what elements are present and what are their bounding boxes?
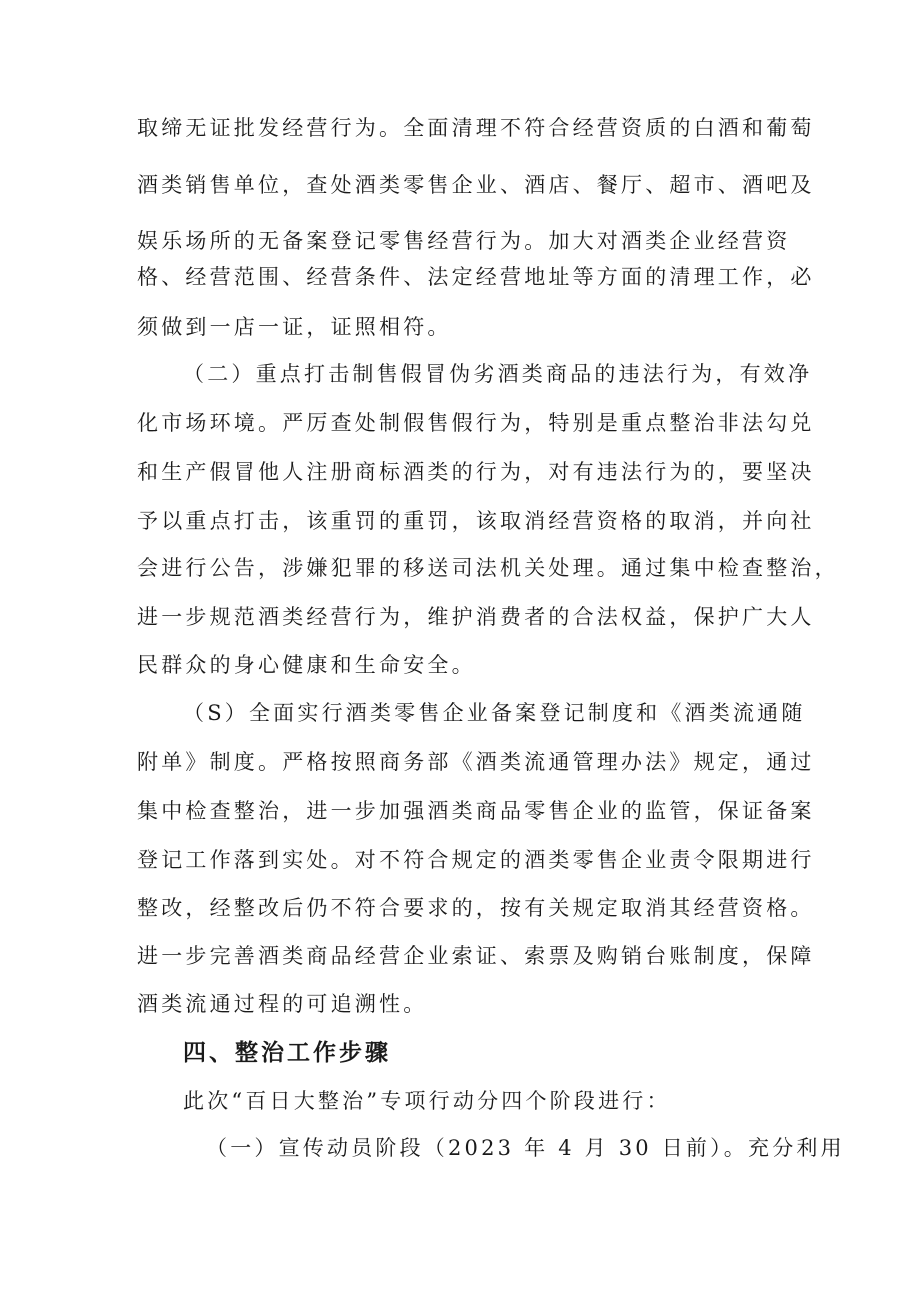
section-heading: 四、整治工作步骤 <box>183 1040 391 1066</box>
text-line: （一）宣传动员阶段（2023 年 4 月 30 日前）。充分利用 <box>206 1136 845 1160</box>
text-line: 和生产假冒他人注册商标酒类的行为，对有违法行为的，要坚决 <box>137 460 815 484</box>
text-line: 须做到一店一证，证照相符。 <box>137 315 452 339</box>
text-line: 化市场环境。严厉查处制假售假行为，特别是重点整治非法勾兑 <box>137 411 815 435</box>
text-line: 登记工作落到实处。对不符合规定的酒类零售企业责令限期进行 <box>137 848 815 872</box>
text-line: 进一步规范酒类经营行为，维护消费者的合法权益，保护广大人 <box>137 605 815 629</box>
text-line: 酒类流通过程的可追溯性。 <box>137 992 428 1016</box>
text-line: 格、经营范围、经营条件、法定经营地址等方面的清理工作，必 <box>137 265 815 289</box>
text-line: 民群众的身心健康和生命安全。 <box>137 653 476 677</box>
text-line: 酒类销售单位，查处酒类零售企业、酒店、餐厅、超市、酒吧及 <box>137 173 815 197</box>
text-line: （二）重点打击制售假冒伪劣酒类商品的违法行为，有效净 <box>183 362 813 386</box>
text-line: 予以重点打击，该重罚的重罚，该取消经营资格的取消，并向社 <box>137 509 815 533</box>
text-line: 取缔无证批发经营行为。全面清理不符合经营资质的白酒和葡萄 <box>137 116 815 140</box>
text-line: 进一步完善酒类商品经营企业索证、索票及购销台账制度，保障 <box>137 944 815 968</box>
text-line: 娱乐场所的无备案登记零售经营行为。加大对酒类企业经营资 <box>137 229 791 253</box>
text-line: （S）全面实行酒类零售企业备案登记制度和《酒类流通随 <box>183 701 806 725</box>
text-line: 会进行公告，涉嫌犯罪的移送司法机关处理。通过集中检查整治， <box>137 556 839 580</box>
text-line: 附单》制度。严格按照商务部《酒类流通管理办法》规定，通过 <box>137 750 815 774</box>
text-line: 集中检查整治，进一步加强酒类商品零售企业的监管，保证备案 <box>137 799 815 823</box>
text-line: 此次“百日大整治”专项行动分四个阶段进行： <box>183 1089 671 1113</box>
text-line: 整改，经整改后仍不符合要求的，按有关规定取消其经营资格。 <box>137 896 815 920</box>
